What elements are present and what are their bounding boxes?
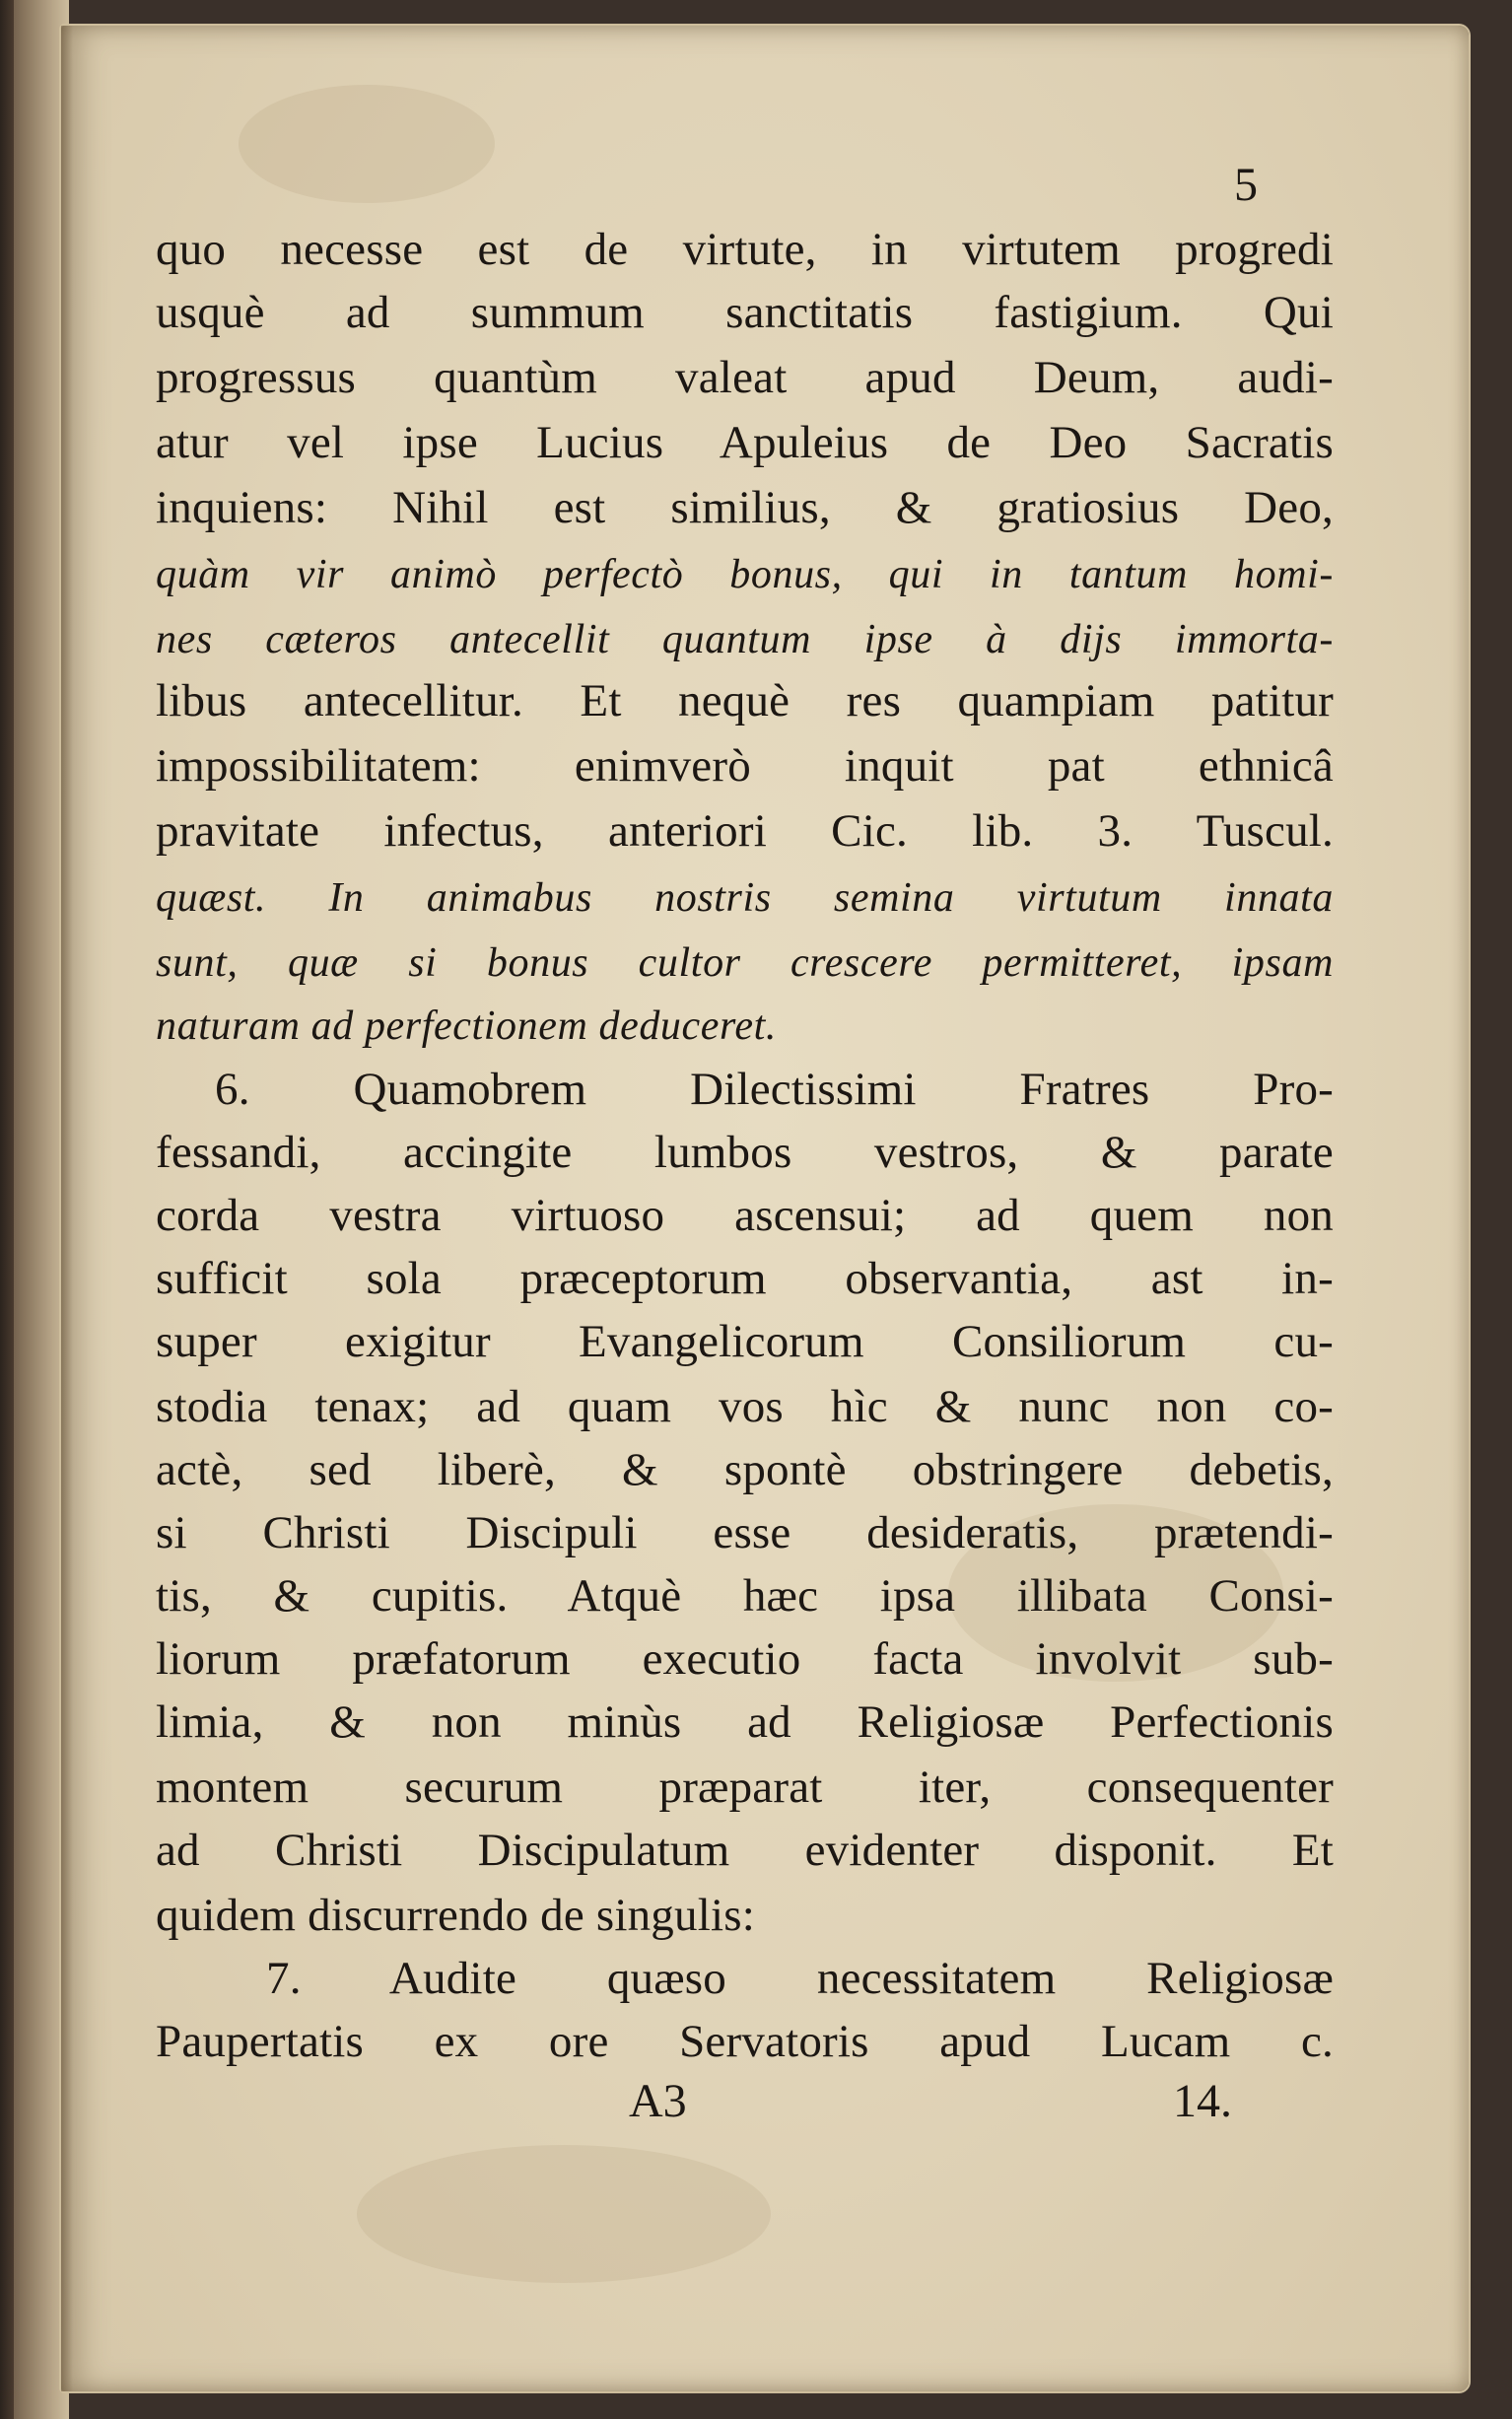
text-line-29: Paupertatis ex ore Servatoris apud Lucam c. xyxy=(156,2016,1334,2067)
text-line-11: quæst. In animabus nostris semina virtutum innata xyxy=(156,875,1334,921)
text-line-22: tis, & cupitis. Atquè hæc ipsa illibata Consi- xyxy=(156,1570,1334,1622)
text-line-16: corda vestra virtuoso ascensui; ad quem non xyxy=(156,1190,1334,1241)
page-number: 5 xyxy=(1234,159,1258,211)
text-line-3: progressus quantùm valeat apud Deum, audi- xyxy=(156,352,1334,403)
text-line-15: fessandi, accingite lumbos vestros, & parate xyxy=(156,1127,1334,1178)
text-line-13: naturam ad perfectionem deduceret. xyxy=(156,1003,778,1049)
text-line-27: quidem discurrendo de singulis: xyxy=(156,1890,755,1941)
text-line-1: quo necesse est de virtute, in virtutem progredi xyxy=(156,224,1334,275)
text-line-8: libus antecellitur. Et nequè res quampiam patitur xyxy=(156,675,1334,726)
text-line-4: atur vel ipse Lucius Apuleius de Deo Sacratis xyxy=(156,417,1334,468)
text-line-17: sufficit sola præceptorum observantia, ast in- xyxy=(156,1253,1334,1304)
text-line-10: pravitate infectus, anteriori Cic. lib. 3. Tuscul. xyxy=(156,805,1334,857)
text-line-23: liorum præfatorum executio facta involvit sub- xyxy=(156,1633,1334,1685)
text-line-6: quàm vir animò perfectò bonus, qui in tantum homi- xyxy=(156,552,1334,597)
paper-stain xyxy=(239,85,495,203)
signature-mark: A3 xyxy=(629,2075,687,2127)
paper-stain xyxy=(357,2145,771,2283)
text-line-18: super exigitur Evangelicorum Consiliorum cu- xyxy=(156,1316,1334,1367)
catchword: 14. xyxy=(1173,2075,1232,2127)
text-line-14: 6. Quamobrem Dilectissimi Fratres Pro- xyxy=(215,1064,1334,1115)
text-line-19: stodia tenax; ad quam vos hìc & nunc non co- xyxy=(156,1381,1334,1432)
text-line-26: ad Christi Discipulatum evidenter disponit. Et xyxy=(156,1825,1334,1876)
text-line-21: si Christi Discipuli esse desideratis, prætendi- xyxy=(156,1507,1334,1558)
page-fold-shadow xyxy=(61,26,73,2391)
text-line-20: actè, sed liberè, & spontè obstringere debetis, xyxy=(156,1444,1334,1495)
text-line-28: 7. Audite quæso necessitatem Religiosæ xyxy=(266,1953,1334,2004)
text-line-5: inquiens: Nihil est similius, & gratiosius Deo, xyxy=(156,482,1334,533)
text-line-9: impossibilitatem: enimverò inquit pat ethnicâ xyxy=(156,740,1334,792)
text-line-24: limia, & non minùs ad Religiosæ Perfectionis xyxy=(156,1696,1334,1748)
text-line-2: usquè ad summum sanctitatis fastigium. Qui xyxy=(156,287,1334,338)
text-line-12: sunt, quæ si bonus cultor crescere permitteret, ipsam xyxy=(156,940,1334,986)
binding-edge xyxy=(0,0,14,2419)
text-line-7: nes cæteros antecellit quantum ipse à dijs immorta- xyxy=(156,617,1334,662)
text-line-25: montem securum præparat iter, consequenter xyxy=(156,1762,1334,1813)
